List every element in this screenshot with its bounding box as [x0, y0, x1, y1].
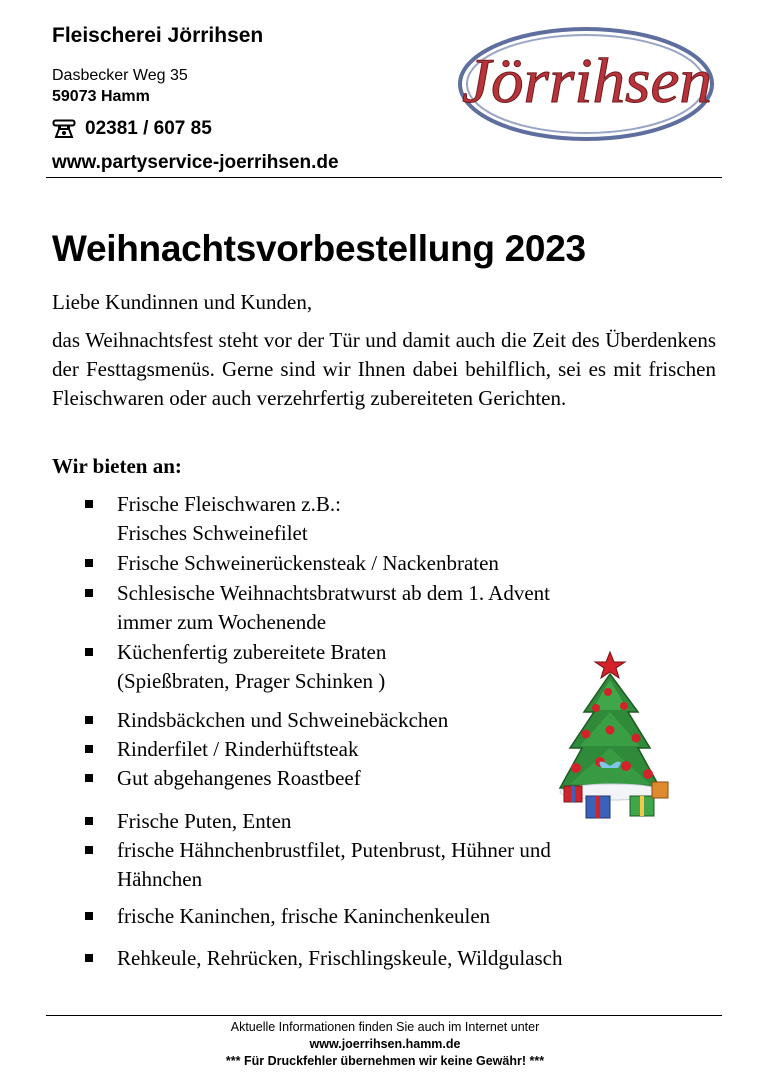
- street-address: Dasbecker Weg 35: [52, 67, 188, 84]
- list-item: Rehkeule, Rehrücken, Frischlingskeule, Wildgulasch: [84, 944, 684, 973]
- footer-disclaimer: *** Für Druckfehler übernehmen wir keine Gewähr! ***: [225, 1054, 545, 1068]
- svg-text:Jörrihsen: Jörrihsen: [462, 45, 712, 116]
- company-name: Fleischerei Jörrihsen: [52, 24, 264, 47]
- phone-line: [52, 118, 212, 140]
- list-item: frische Kaninchen, frische Kaninchenkeulen: [84, 902, 684, 931]
- list-item: Frische Schweinerückensteak / Nackenbraten: [84, 549, 684, 578]
- phone-number: 02381 / 607 85: [85, 118, 212, 139]
- christmas-tree-illustration: [548, 650, 680, 830]
- website-url: www.partyservice-joerrihsen.de: [52, 152, 339, 173]
- list-item: Frische Puten, Enten: [84, 807, 684, 836]
- greeting-text: Liebe Kundinnen und Kunden,: [52, 290, 313, 314]
- offer-heading: Wir bieten an:: [52, 454, 182, 478]
- footer-info: Aktuelle Informationen finden Sie auch im Internet unter: [230, 1020, 540, 1034]
- list-item: Rindsbäckchen und Schweinebäckchen: [84, 706, 684, 735]
- list-item: Gut abgehangenes Roastbeef: [84, 764, 684, 793]
- company-logo: [450, 14, 722, 144]
- list-item: Rinderfilet / Rinderhüftsteak: [84, 735, 684, 764]
- footer: [0, 1019, 770, 1070]
- footer-divider: [46, 1015, 722, 1016]
- footer-url: www.joerrihsen.hamm.de: [309, 1037, 461, 1051]
- list-item: Schlesische Weihnachtsbratwurst ab dem 1. Advent immer zum Wochenende: [84, 579, 684, 637]
- header-divider: [46, 177, 722, 178]
- city-address: 59073 Hamm: [52, 88, 150, 105]
- page-title: Weihnachtsvorbestellung 2023: [52, 228, 586, 269]
- telephone-icon: [52, 119, 76, 139]
- list-item: Küchenfertig zubereitete Braten (Spießbraten, Prager Schinken ): [84, 638, 684, 696]
- intro-paragraph: das Weihnachtsfest steht vor der Tür und damit auch die Zeit des Überdenkens der Festtagsmenüs. Gerne sind wir Ihnen dabei behilflich, sei es mit frischen Fleischwaren oder auch verzehrfertig zubereiteten Gerichten.: [52, 328, 716, 410]
- list-item: Frische Fleischwaren z.B.: Frisches Schweinefilet: [84, 490, 684, 548]
- list-item: frische Hähnchenbrustfilet, Putenbrust, Hühner und Hähnchen: [84, 836, 684, 894]
